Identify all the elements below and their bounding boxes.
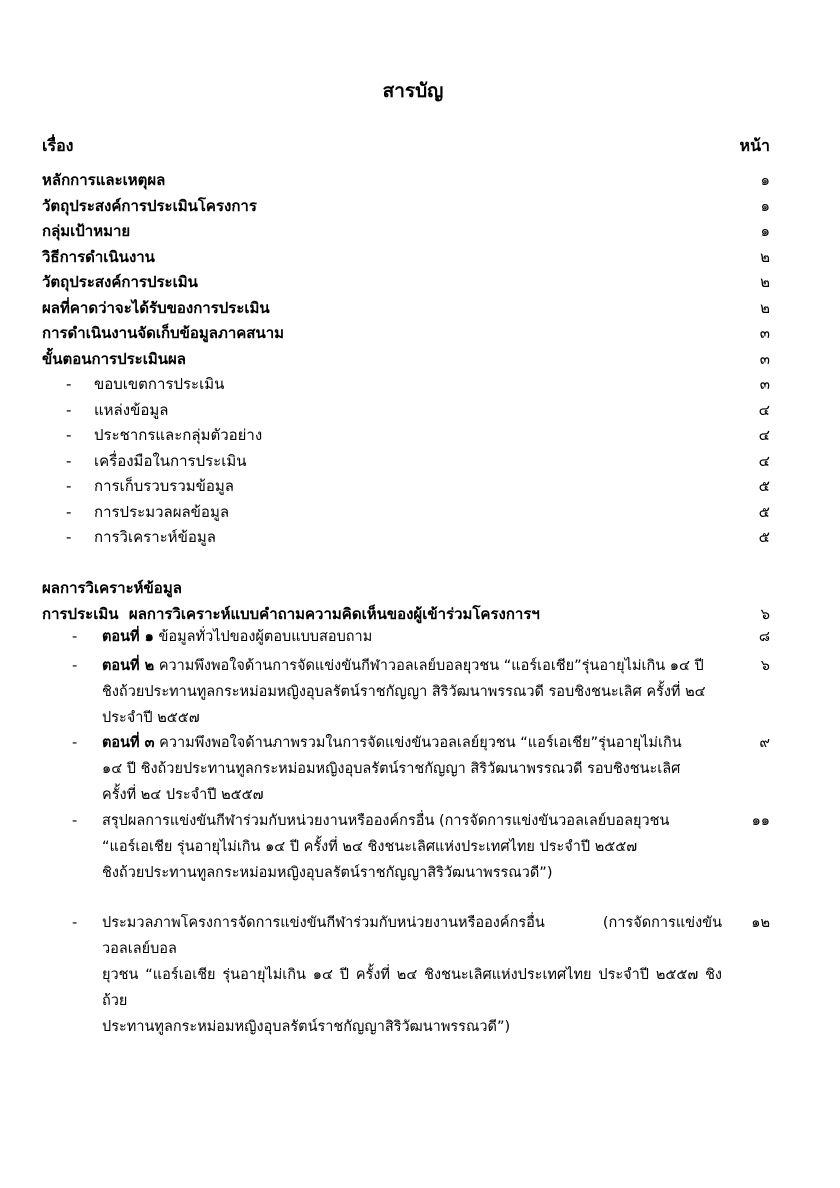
- toc-entry: [42, 296, 770, 320]
- toc-entry: [42, 270, 770, 294]
- toc-subentry: [42, 525, 770, 549]
- toc-subentry: [42, 449, 770, 473]
- toc-entry: [42, 321, 770, 345]
- analysis-heading-label: ผลการวิเคราะห์ข้อมูล: [42, 579, 182, 597]
- part-text: ความพึงพอใจด้านการจัดแข่งขันกีฬาวอลเลย์บอลยุวชน “แอร์เอเชีย”รุ่นอายุไม่เกิน ๑๔ ปี: [158, 658, 704, 674]
- toc-subentry: [42, 474, 770, 498]
- page-title: สารบัญ: [382, 80, 444, 102]
- toc-entry-page: ๔: [758, 452, 770, 470]
- list-dash: -: [66, 528, 72, 546]
- toc-subentry: [42, 372, 770, 396]
- toc-entry-page: ๑: [760, 222, 770, 240]
- toc-part: [72, 653, 770, 731]
- toc-entry-label: หลักการและเหตุผล: [42, 171, 166, 189]
- toc-entry: [42, 168, 770, 192]
- toc-subentry-label: การเก็บรวบรวมข้อมูล: [94, 477, 235, 495]
- part-text: ๑๔ ปี ชิงถ้วยประทานทูลกระหม่อมหญิงอุบลรัตน์ราชกัญญา สิริวัฒนาพรรณวดี รอบชิงชนะเลิศ: [102, 761, 681, 777]
- toc-entry-page: ๑: [760, 197, 770, 215]
- toc-entry-page: ๑๑: [751, 813, 770, 829]
- toc-entry: [42, 194, 770, 218]
- part-text: ประมวลภาพโครงการจัดการแข่งขันกีฬาร่วมกับหน่วยงานหรือองค์กรอื่น (การจัดการแข่งขันวอลเลย์บอล: [102, 915, 722, 957]
- toc-entry: [42, 347, 770, 371]
- toc-entry-page: ๔: [758, 426, 770, 444]
- page-column-header: หน้า: [739, 136, 770, 155]
- toc-entry-page: ๔: [758, 401, 770, 419]
- list-dash: -: [66, 426, 72, 444]
- list-dash: -: [66, 375, 72, 393]
- list-dash: -: [66, 477, 72, 495]
- toc-subentry: [42, 423, 770, 447]
- part-number: ตอนที่ ๒: [102, 658, 155, 674]
- toc-entry-page: ๕: [758, 503, 770, 521]
- part-text: ชิงถ้วยประทานทูลกระหม่อมหญิงอุบลรัตน์ราชกัญญา สิริวัฒนาพรรณวดี รอบชิงชนะเลิศ ครั้งที่ ๒๔: [102, 684, 706, 700]
- part-text: “แอร์เอเชีย รุ่นอายุไม่เกิน ๑๔ ปี ครั้งที่ ๒๔ ชิงชนะเลิศแห่งประเทศไทย ประจำปี ๒๕๕๗: [102, 839, 638, 855]
- toc-entry-page: ๘: [758, 629, 770, 645]
- toc-entry-page: ๓: [759, 350, 770, 368]
- toc-subentry-label: การวิเคราะห์ข้อมูล: [94, 528, 216, 546]
- toc-part: [72, 808, 770, 886]
- toc-entry-page: ๖: [760, 605, 770, 623]
- toc-entry-label: วัตถุประสงค์การประเมินโครงการ: [42, 197, 257, 215]
- toc-entry-page: ๒: [760, 299, 770, 317]
- toc-entry: [42, 219, 770, 243]
- toc-entry-page: ๙: [759, 735, 770, 751]
- toc-subentry-label: เครื่องมือในการประเมิน: [94, 452, 247, 470]
- list-dash: -: [66, 452, 72, 470]
- toc-entry-page: ๒: [760, 248, 770, 266]
- toc-subentry-label: ขอบเขตการประเมิน: [94, 375, 225, 393]
- toc-entry-label: วิธีการดำเนินงาน: [42, 248, 155, 266]
- list-dash: -: [72, 658, 78, 674]
- toc-entry-label: ขั้นตอนการประเมินผล: [42, 350, 186, 368]
- part-text: ข้อมูลทั่วไปของผู้ตอบแบบสอบถาม: [158, 629, 373, 645]
- part-text: ประจำปี ๒๕๕๗: [102, 710, 200, 726]
- list-dash: -: [66, 503, 72, 521]
- toc-subentry-label: ประชากรและกลุ่มตัวอย่าง: [94, 426, 263, 444]
- list-dash: -: [72, 813, 78, 829]
- toc-entry-page: ๑๒: [751, 915, 770, 931]
- list-dash: -: [72, 915, 78, 931]
- toc-part: [72, 624, 770, 650]
- toc-part: [72, 730, 770, 808]
- toc-subentry: [42, 500, 770, 524]
- toc-entry: [42, 245, 770, 269]
- list-dash: -: [66, 401, 72, 419]
- list-dash: -: [72, 735, 78, 751]
- list-dash: -: [72, 629, 78, 645]
- part-text: ชิงถ้วยประทานทูลกระหม่อมหญิงอุบลรัตน์ราชกัญญาสิริวัฒนาพรรณวดี”): [102, 865, 553, 881]
- part-number: ตอนที่ ๓: [102, 735, 155, 751]
- toc-entry-label: การประเมิน ผลการวิเคราะห์แบบคำถามความคิดเห็นของผู้เข้าร่วมโครงการฯ: [42, 605, 540, 623]
- toc-entry-label: กลุ่มเป้าหมาย: [42, 222, 131, 240]
- part-text: ครั้งที่ ๒๔ ประจำปี ๒๕๕๗: [102, 787, 264, 803]
- toc-subentry: [42, 398, 770, 422]
- toc-subentry-label: แหล่งข้อมูล: [94, 401, 169, 419]
- toc-entry-page: ๓: [759, 324, 770, 342]
- toc-part: [72, 910, 770, 1035]
- toc-entry-page: ๕: [758, 477, 770, 495]
- part-text: ความพึงพอใจด้านภาพรวมในการจัดแข่งขันวอลเลย์ยุวชน “แอร์เอเชีย”รุ่นอายุไม่เกิน: [159, 735, 682, 751]
- part-number: ตอนที่ ๑: [102, 629, 154, 645]
- toc-entry-label: การดำเนินงานจัดเก็บข้อมูลภาคสนาม: [42, 324, 285, 342]
- toc-entry-page: ๖: [760, 658, 770, 674]
- toc-entry: [42, 602, 770, 626]
- toc-entry-label: ผลที่คาดว่าจะได้รับของการประเมิน: [42, 299, 270, 317]
- toc-entry-page: ๒: [760, 273, 770, 291]
- part-text: สรุปผลการแข่งขันกีฬาร่วมกับหน่วยงานหรือองค์กรอื่น (การจัดการแข่งขันวอลเลย์บอลยุวชน: [102, 813, 670, 829]
- toc-entry-page: ๓: [759, 375, 770, 393]
- part-text: ประทานทูลกระหม่อมหญิงอุบลรัตน์ราชกัญญาสิริวัฒนาพรรณวดี”): [102, 1019, 511, 1035]
- toc-entry-label: วัตถุประสงค์การประเมิน: [42, 273, 198, 291]
- analysis-heading: [42, 576, 770, 600]
- part-text: ยุวชน “แอร์เอเชีย รุ่นอายุไม่เกิน ๑๔ ปี ครั้งที่ ๒๔ ชิงชนะเลิศแห่งประเทศไทย ประจำปี ๒๕๕๗ ชิงถ้วย: [102, 967, 722, 1009]
- toc-subentry-label: การประมวลผลข้อมูล: [94, 503, 230, 521]
- topic-column-header: เรื่อง: [42, 136, 74, 155]
- toc-entry-page: ๕: [758, 528, 770, 546]
- toc-entry-page: ๑: [760, 171, 770, 189]
